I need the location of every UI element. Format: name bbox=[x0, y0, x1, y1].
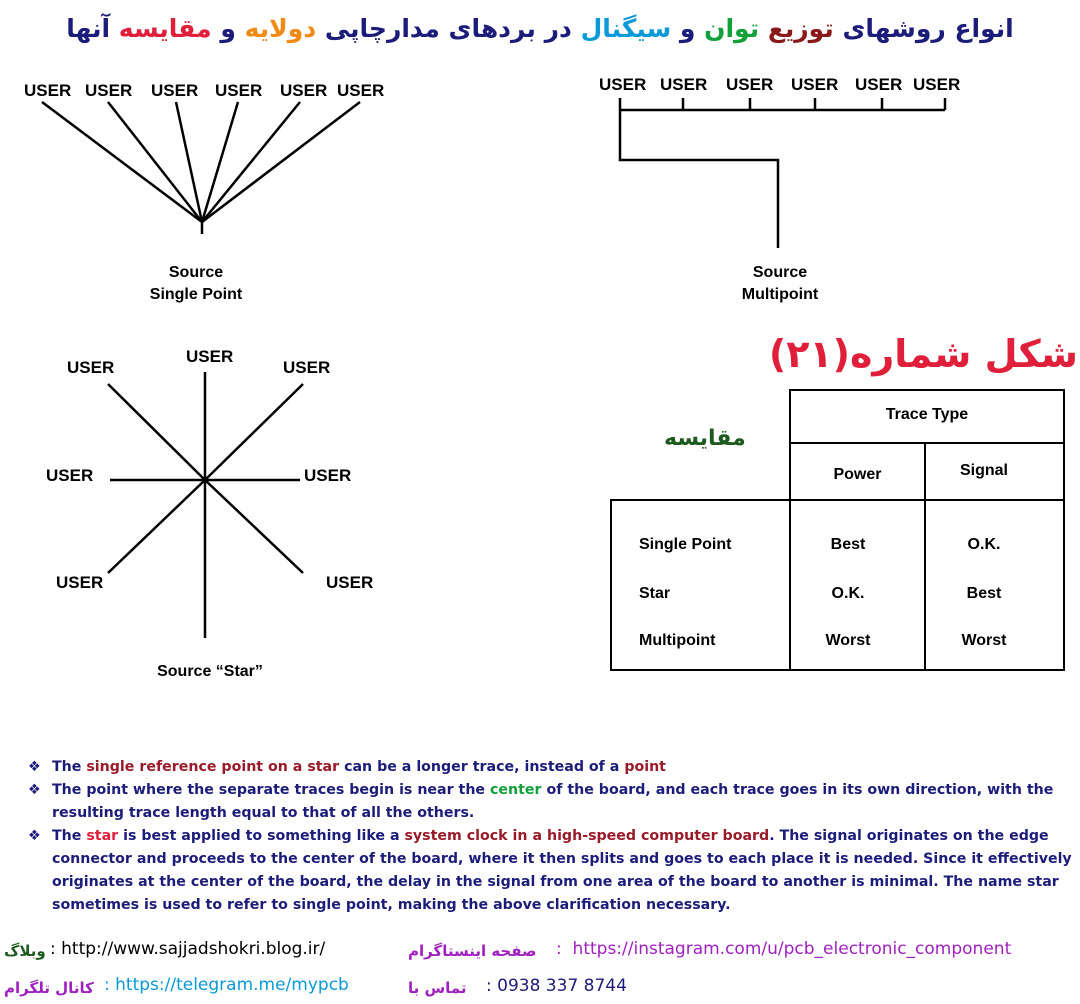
table-header: Trace Type bbox=[885, 406, 969, 423]
multi-user-6: USER bbox=[913, 75, 961, 94]
diamond-bullet-icon: ❖ bbox=[28, 782, 41, 798]
table-cell: O.K. bbox=[967, 536, 1001, 553]
star-trace-sw bbox=[108, 480, 205, 573]
multi-user-1: USER bbox=[599, 75, 647, 94]
notes-list bbox=[28, 756, 1072, 917]
note-item: ❖ The point where the separate traces begin is near the center of the board, and each trace goes in its own direction, with the resulting trace length equal to that of all the others. bbox=[28, 779, 1072, 825]
multi-user-4: USER bbox=[791, 75, 839, 94]
table-cell: Worst bbox=[961, 632, 1007, 649]
table-cell: O.K. bbox=[831, 585, 865, 602]
diamond-bullet-icon: ❖ bbox=[28, 828, 41, 844]
instagram-link[interactable]: : https://instagram.com/u/pcb_electronic_component bbox=[556, 939, 1012, 959]
note-item: ❖ The single reference point on a star can be a longer trace, instead of a point bbox=[28, 756, 1072, 779]
multi-feed bbox=[620, 110, 778, 248]
star-user-e: USER bbox=[304, 466, 352, 485]
telegram-label: کانال تلگرام bbox=[4, 979, 94, 997]
table-cell: Best bbox=[830, 536, 866, 553]
note-item: ❖ The star is best applied to something like a system clock in a high-speed computer board. The signal originates on the edge connector and proceeds to the center of the board, where it then splits and goes to each place it is needed. Since it effectively originates at the center of the board, the delay in the signal from one area of the board to another is minimal. The name star sometimes is used to refer to single point, making the above clarification necessary. bbox=[28, 825, 1072, 917]
star-trace-nw bbox=[108, 384, 205, 480]
multi-user-3: USER bbox=[726, 75, 774, 94]
single-user-6: USER bbox=[337, 81, 385, 100]
table-row-label: Star bbox=[639, 585, 671, 602]
star-user-n: USER bbox=[186, 347, 234, 366]
page-title: انواع روشهای توزیع توان و سیگنال در بردهای مدارچاپی دولایه و مقایسه آنها bbox=[66, 14, 1014, 43]
table-cell: Best bbox=[966, 585, 1002, 602]
multi-user-5: USER bbox=[855, 75, 903, 94]
single-user-2: USER bbox=[85, 81, 133, 100]
single-user-1: USER bbox=[24, 81, 72, 100]
star-trace-se bbox=[205, 480, 303, 573]
single-caption: Source Single Point bbox=[149, 264, 243, 303]
star-trace-ne bbox=[205, 384, 303, 480]
table-row-label: Single Point bbox=[639, 536, 732, 553]
blog-label: وبلاگ bbox=[4, 942, 46, 960]
single-user-3: USER bbox=[151, 81, 199, 100]
blog-link[interactable]: : http://www.sajjadshokri.blog.ir/ bbox=[50, 939, 326, 959]
table-row-label: Multipoint bbox=[639, 632, 716, 649]
figure-title: شکل شماره(۲۱) bbox=[768, 332, 1078, 376]
star-user-ne: USER bbox=[283, 358, 331, 377]
telegram-link[interactable]: : https://telegram.me/mypcb bbox=[104, 975, 349, 995]
contact-label: تماس با bbox=[408, 979, 467, 997]
single-user-5: USER bbox=[280, 81, 328, 100]
single-trace-4 bbox=[202, 102, 238, 222]
compare-label: مقایسه bbox=[664, 426, 746, 451]
phone-number[interactable]: : 0938 337 8744 bbox=[486, 976, 627, 996]
instagram-label: صفحه اینستاگرام bbox=[408, 942, 537, 960]
diamond-bullet-icon: ❖ bbox=[28, 759, 41, 775]
multi-caption: Source Multipoint bbox=[741, 264, 819, 303]
single-trace-5 bbox=[202, 102, 300, 222]
single-user-4: USER bbox=[215, 81, 263, 100]
single-trace-6 bbox=[202, 102, 360, 222]
table-col-power: Power bbox=[833, 466, 882, 483]
star-caption: Source “Star” bbox=[157, 663, 263, 680]
table-cell: Worst bbox=[825, 632, 871, 649]
star-user-w: USER bbox=[46, 466, 94, 485]
multi-user-2: USER bbox=[660, 75, 708, 94]
table-col-signal: Signal bbox=[959, 462, 1008, 479]
star-user-sw: USER bbox=[56, 573, 104, 592]
star-user-se: USER bbox=[326, 573, 374, 592]
star-user-nw: USER bbox=[67, 358, 115, 377]
